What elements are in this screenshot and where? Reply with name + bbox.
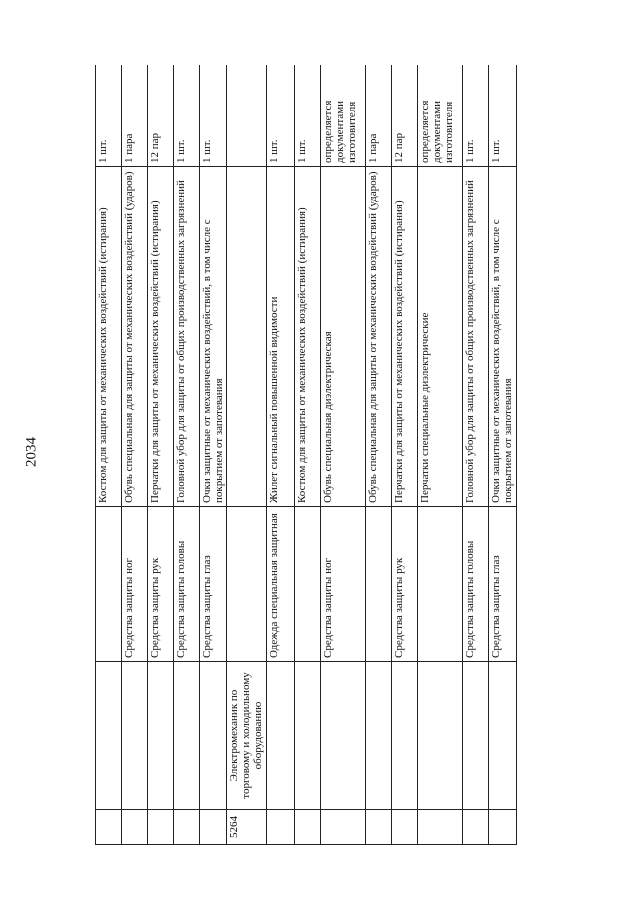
table-row [489, 65, 517, 845]
cell-norm: 1 пара [122, 65, 148, 167]
cell-norm: 1 шт. [267, 65, 295, 167]
cell-item: Перчатки для защиты от механических воздействий (истирания) [148, 167, 174, 507]
cell-category [366, 507, 392, 662]
cell-code [267, 810, 295, 845]
table-row [321, 65, 366, 845]
table-row [295, 65, 321, 845]
cell-code [122, 810, 148, 845]
cell-profession [122, 662, 148, 810]
cell-code [200, 810, 227, 845]
cell-category: Средства защиты глаз [489, 507, 517, 662]
cell-category: Средства защиты рук [148, 507, 174, 662]
cell-item: Костюм для защиты от механических воздействий (истирания) [96, 167, 122, 507]
cell-norm: 1 пара [366, 65, 392, 167]
table-row [174, 65, 200, 845]
rotated-table-content [95, 65, 550, 845]
cell-item: Жилет сигнальный повышенной видимости [267, 167, 295, 507]
cell-category: Средства защиты головы [463, 507, 489, 662]
cell-norm: определяется документами изготовителя [418, 65, 463, 167]
cell-norm: 1 шт. [463, 65, 489, 167]
cell-norm: 1 шт. [200, 65, 227, 167]
table-row [148, 65, 174, 845]
cell-profession [321, 662, 366, 810]
cell-profession [200, 662, 227, 810]
cell-category: Средства защиты головы [174, 507, 200, 662]
table-row [227, 65, 267, 845]
cell-category: Одежда специальная защитная [267, 507, 295, 662]
cell-item: Перчатки специальные диэлектрические [418, 167, 463, 507]
cell-code [418, 810, 463, 845]
cell-category: Средства защиты ног [321, 507, 366, 662]
cell-item: Перчатки для защиты от механических воздействий (истирания) [392, 167, 418, 507]
cell-category [227, 507, 267, 662]
cell-code [96, 810, 122, 845]
table-row [200, 65, 227, 845]
cell-norm: 1 шт. [295, 65, 321, 167]
cell-profession [267, 662, 295, 810]
cell-category [96, 507, 122, 662]
rotated-table-viewport [95, 65, 550, 845]
cell-code [321, 810, 366, 845]
cell-norm [227, 65, 267, 167]
cell-profession [392, 662, 418, 810]
cell-item: Обувь специальная диэлектрическая [321, 167, 366, 507]
cell-item: Очки защитные от механических воздействий, в том числе с покрытием от запотевания [200, 167, 227, 507]
cell-profession [96, 662, 122, 810]
cell-profession [366, 662, 392, 810]
cell-profession [295, 662, 321, 810]
cell-norm: 12 пар [392, 65, 418, 167]
ppe-norms-table [95, 65, 517, 845]
cell-category: Средства защиты рук [392, 507, 418, 662]
table-row [122, 65, 148, 845]
page-number: 2034 [23, 437, 40, 467]
cell-item: Очки защитные от механических воздействий, в том числе с покрытием от запотевания [489, 167, 517, 507]
cell-code [366, 810, 392, 845]
cell-profession [463, 662, 489, 810]
table-row [463, 65, 489, 845]
cell-item [227, 167, 267, 507]
cell-profession [418, 662, 463, 810]
table-row [267, 65, 295, 845]
cell-code [295, 810, 321, 845]
cell-item: Головной убор для защиты от общих производственных загрязнений [174, 167, 200, 507]
cell-code: 5264 [227, 810, 267, 845]
cell-item: Обувь специальная для защиты от механических воздействий (ударов) [122, 167, 148, 507]
cell-code [463, 810, 489, 845]
cell-category [418, 507, 463, 662]
cell-norm: определяется документами изготовителя [321, 65, 366, 167]
cell-item: Костюм для защиты от механических воздействий (истирания) [295, 167, 321, 507]
cell-norm: 12 пар [148, 65, 174, 167]
cell-profession [489, 662, 517, 810]
cell-code [148, 810, 174, 845]
cell-profession [148, 662, 174, 810]
cell-item: Головной убор для защиты от общих производственных загрязнений [463, 167, 489, 507]
cell-code [489, 810, 517, 845]
cell-category: Средства защиты глаз [200, 507, 227, 662]
cell-profession [174, 662, 200, 810]
table-row [418, 65, 463, 845]
cell-norm: 1 шт. [174, 65, 200, 167]
cell-item: Обувь специальная для защиты от механических воздействий (ударов) [366, 167, 392, 507]
cell-norm: 1 шт. [96, 65, 122, 167]
table-row [366, 65, 392, 845]
cell-category [295, 507, 321, 662]
cell-code [174, 810, 200, 845]
cell-code [392, 810, 418, 845]
table-row [392, 65, 418, 845]
cell-profession: Электромеханик по торговому и холодильному оборудованию [227, 662, 267, 810]
table-row [96, 65, 122, 845]
cell-norm: 1 шт. [489, 65, 517, 167]
cell-category: Средства защиты ног [122, 507, 148, 662]
